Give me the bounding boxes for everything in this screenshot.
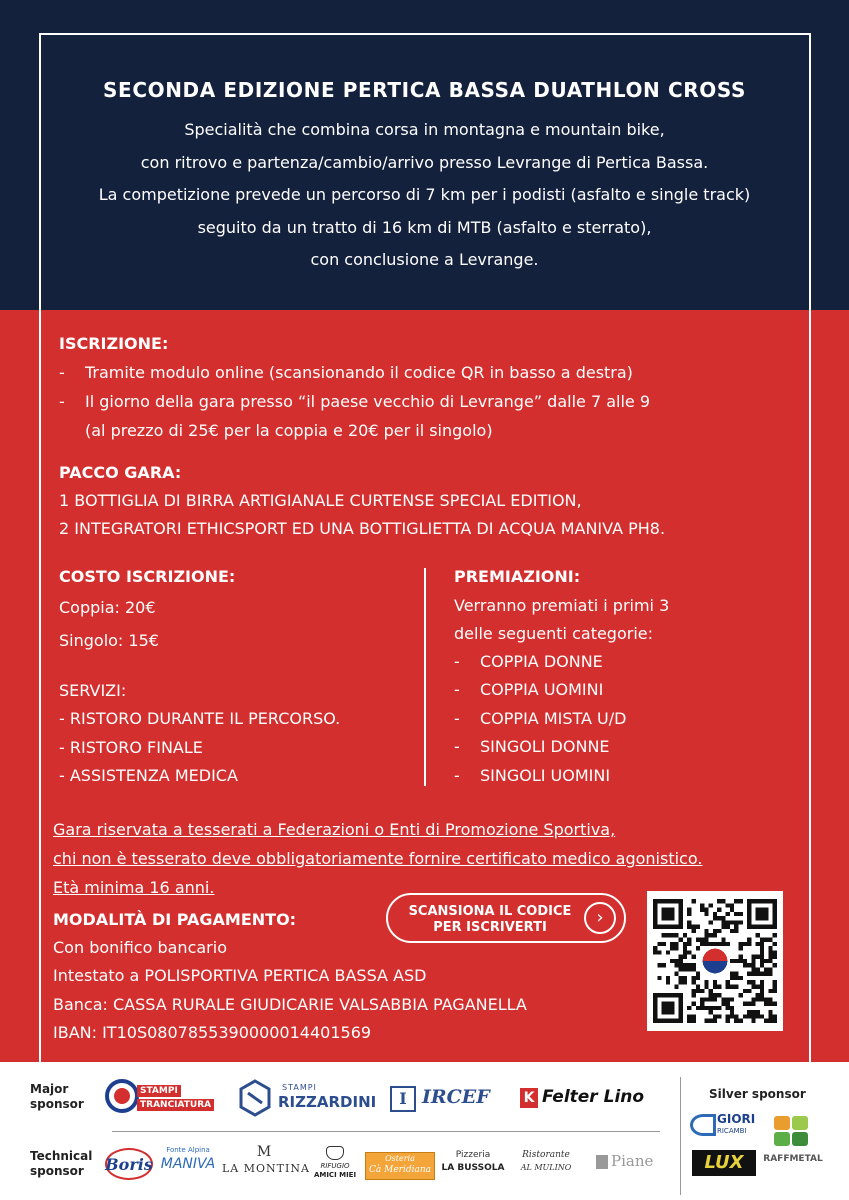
logo-ristorante-al-mulino: Ristorante AL MULINO [520,1150,572,1172]
costo-singolo: Singolo: 15€ [59,631,159,650]
payment-line: Intestato a POLISPORTIVA PERTICA BASSA ASD [53,966,427,985]
major-sponsor-label: Major sponsor [30,1082,84,1111]
costo-coppia: Coppia: 20€ [59,598,156,617]
qr-code-image [653,897,777,1025]
logo-boris: Boris [103,1144,155,1184]
sponsor-footer [0,1062,849,1200]
pacco-line: 2 INTEGRATORI ETHICSPORT ED UNA BOTTIGLIETTA DI ACQUA MANIVA PH8. [59,519,666,538]
payment-line: Con bonifico bancario [53,938,227,957]
premiazioni-heading: PREMIAZIONI: [454,567,581,586]
logo-maniva: Fonte Alpina MANIVA [160,1146,216,1172]
cta-line: SCANSIONA IL CODICE [408,904,572,919]
logo-lux: LUX [692,1150,756,1176]
logo-stampi-tranciatura: STAMPI TRANCIATURA [105,1077,217,1119]
iban: IBAN: IT10S0807855390000014401569 [53,1023,372,1042]
servizi-item: - RISTORO DURANTE IL PERCORSO. [59,709,341,728]
logo-raffmetal: RAFFMETAL [760,1114,826,1180]
chevron-right-icon: › [584,902,616,934]
footer-vertical-divider [680,1077,681,1195]
logo-pizzeria-la-bussola: Pizzeria LA BUSSOLA [441,1150,505,1173]
payment-heading: MODALITÀ DI PAGAMENTO: [53,910,297,929]
logo-piane: Piane [596,1152,664,1178]
intro-text [0,114,849,277]
servizi-item: - ASSISTENZA MEDICA [59,766,238,785]
cta-label [402,904,578,936]
logo-ircef: I IRCEF [390,1084,494,1114]
note-line: Gara riservata a tesserati a Federazioni o Enti di Promozione Sportiva, [53,820,616,839]
intro-line: Specialità che combina corsa in montagna e mountain bike, [184,120,665,139]
qr-code[interactable] [647,891,783,1031]
logo-felter-lino: K Felter Lino [520,1086,634,1112]
note-line: chi non è tesserato deve obbligatoriamente fornire certificato medico agonistico. [53,849,703,868]
iscrizione-price: (al prezzo di 25€ per la coppia e 20€ per il singolo) [85,421,493,440]
page-title: SECONDA EDIZIONE PERTICA BASSA DUATHLON CROSS [103,78,746,102]
logo-rifugio-amici-miei: RIFUGIO AMICI MIEI [312,1146,358,1186]
pacco-heading: PACCO GARA: [59,463,182,482]
logo-stampi-rizzardini: STAMPI RIZZARDINI [238,1077,370,1119]
footer-divider [112,1131,660,1132]
technical-sponsor-label: Technical sponsor [30,1149,93,1178]
scan-code-button[interactable] [386,893,626,943]
eligibility-note [53,815,702,902]
payment-line: Banca: CASSA RURALE GIUDICARIE VALSABBIA PAGANELLA [53,995,527,1014]
intro-line: seguito da un tratto di 16 km di MTB (asfalto e sterrato), [197,217,652,237]
servizi-heading: SERVIZI: [59,681,127,700]
intro-line: La competizione prevede un percorso di 7 km per i podisti (asfalto e single track) [98,185,751,204]
intro-line: con ritrovo e partenza/cambio/arrivo presso Levrange di Pertica Bassa. [140,152,709,172]
cta-line: PER ISCRIVERTI [433,920,547,935]
servizi-item: - RISTORO FINALE [59,738,203,757]
premiazioni-text: Verranno premiati i primi 3 [454,596,670,615]
silver-sponsor-label: Silver sponsor [709,1087,806,1101]
logo-giori-ricambi: GIORI RICAMBI [690,1112,758,1142]
premiazioni-text: delle seguenti categorie: [454,624,654,643]
column-divider [424,568,426,786]
intro-line: con conclusione a Levrange. [310,250,539,269]
pacco-line: 1 BOTTIGLIA DI BIRRA ARTIGIANALE CURTENSE SPECIAL EDITION, [59,491,582,510]
logo-osteria-ca-meridiana: Osteria Cà Meridiana [365,1152,435,1180]
note-line: Età minima 16 anni. [53,878,215,897]
costo-heading: COSTO ISCRIZIONE: [59,567,236,586]
logo-la-montina: M LA MONTINA [222,1144,310,1175]
iscrizione-heading: ISCRIZIONE: [59,334,169,353]
